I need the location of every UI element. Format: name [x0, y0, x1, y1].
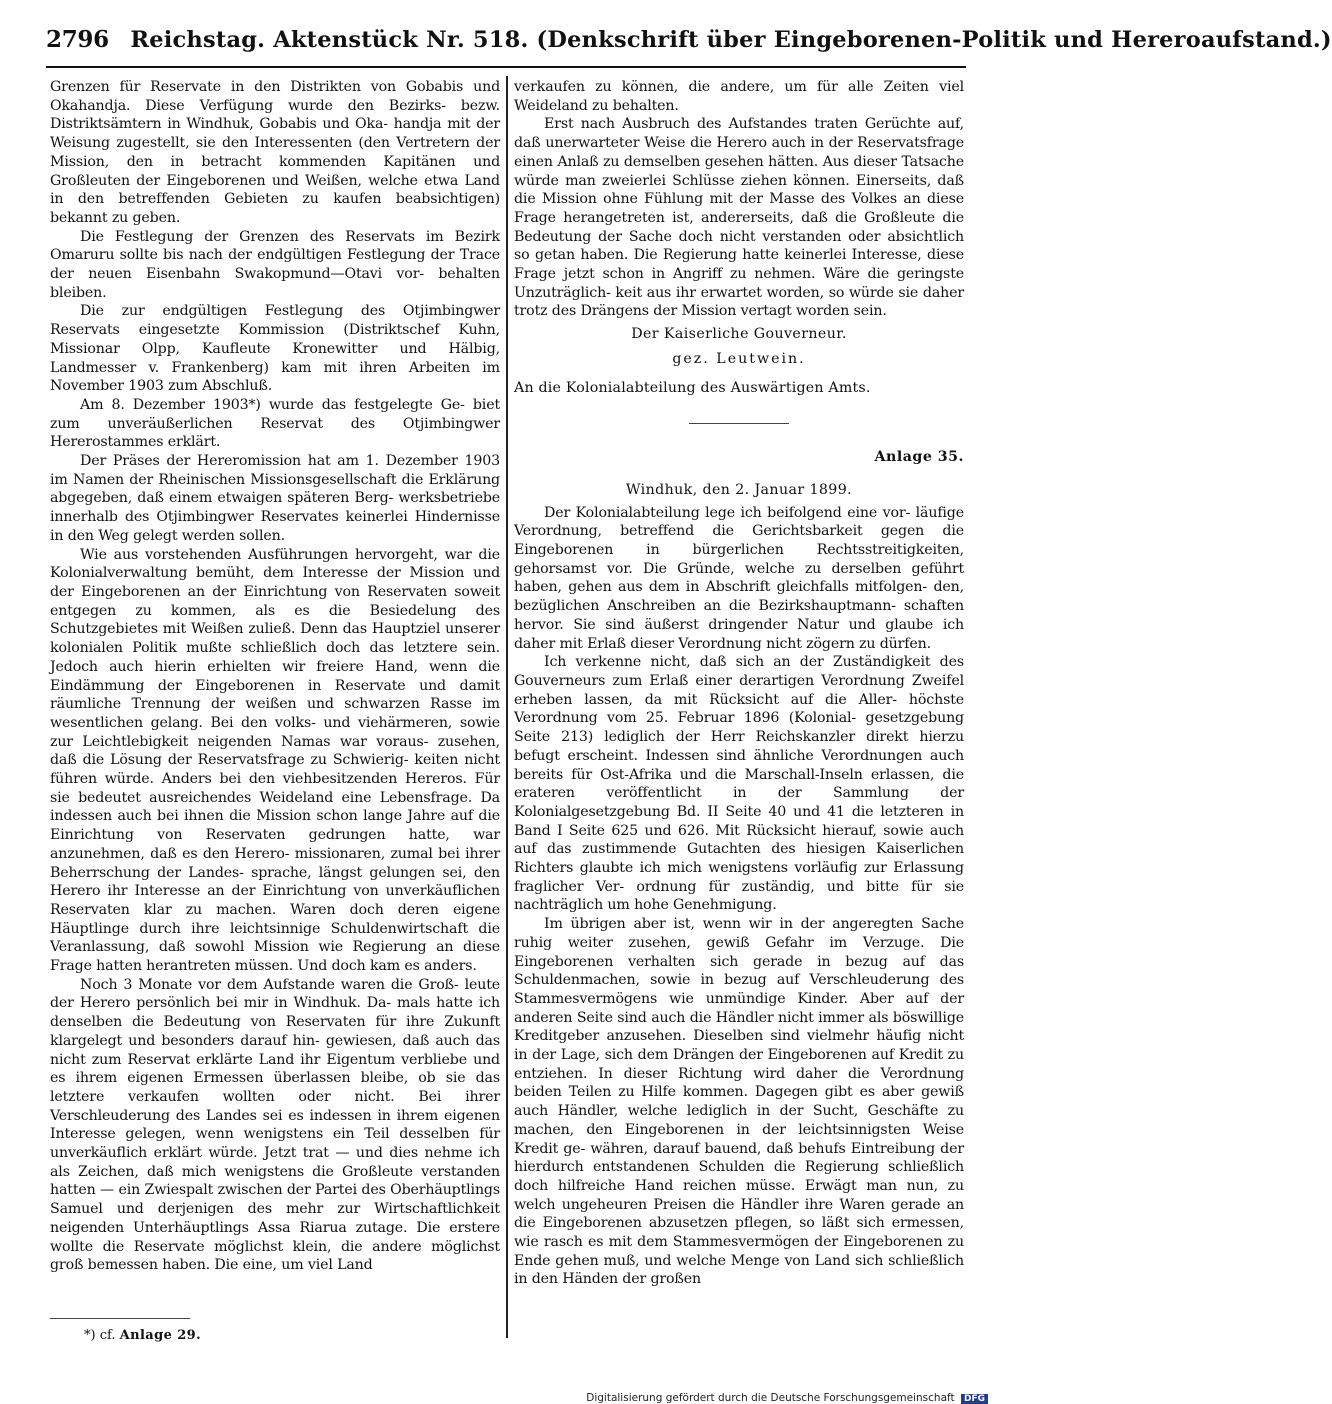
- footnote: [84, 1328, 201, 1343]
- paragraph: Am 8. Dezember 1903*) wurde das festgelegte Ge- biet zum unveräußerlichen Reservat des Otjimbingwer Hererostammes erklärt.: [50, 396, 500, 451]
- page-header: [46, 26, 1332, 68]
- paragraph: Der Kolonialabteilung lege ich beifolgend eine vor- läufige Verordnung, betreffend die Gerichtsbarkeit gegen die Eingeborenen in bürgerlichen Rechtsstreitigkeiten, gehorsamst vor. Die Gründe, welche zu derselben geführt haben, gehen aus dem in Abschrift gleichfalls mitfolgen- den, bezüglichen Anschreiben an die Bezirkshauptmann- schaften hervor. Sie sind äußerst dringender Natur und glaube ich daher mit Erlaß dieser Verordnung nicht zögern zu dürfen.: [514, 504, 964, 652]
- digitization-credit: [586, 1392, 988, 1404]
- signature-name: gez. Leutwein.: [672, 350, 806, 367]
- footnote-marker: *) cf.: [84, 1328, 116, 1343]
- column-divider: [506, 76, 508, 1338]
- paragraph: Im übrigen aber ist, wenn wir in der angeregten Sache ruhig weiter zusehen, gewiß Gefahr im Verzuge. Die Eingeborenen verhalten sich gerade in bezug auf das Schuldenmachen, sowie in bezug auf Verschleuderung des Stammesvermögens wie unmündige Kinder. Aber auf der anderen Seite sind auch die Händler nicht immer als böswillige Kreditgeber anzusehen. Dieselben sind vielmehr häufig nicht in der Lage, sich dem Drängen der Eingeborenen auf Kredit zu entziehen. In dieser Richtung wird daher die Verordnung beiden Teilen zu Hilfe kommen. Dagegen gibt es aber gewiß auch Händler, welche lediglich in der Sucht, Geschäfte zu machen, den Eingeborenen in der leichtsinnigsten Weise Kredit ge- währen, darauf bauend, daß behufs Eintreibung der hierdurch entstandenen Schulden die Regierung schließlich doch hilfreiche Hand reichen müsse. Erwägt man nun, zu welch ungeheuren Preisen die Händler ihre Waren gerade an die Eingeborenen abzusetzen pflegen, so läßt sich ermessen, wie rasch es mit dem Stammesvermögen der Eingeborenen zu Ende gehen muß, und welche Menge von Land sich schließlich in den Händen der großen: [514, 916, 964, 1288]
- section-divider: [689, 423, 789, 424]
- signature-title: Der Kaiserliche Gouverneur.: [631, 326, 847, 343]
- page-title: Reichstag. Aktenstück Nr. 518. (Denkschrift über Eingeborenen-Politik und Hereroaufstand.): [130, 27, 1332, 53]
- paragraph: verkaufen zu können, die andere, um für alle Zeiten viel Weideland zu behalten.: [514, 79, 964, 114]
- date-line: Windhuk, den 2. Januar 1899.: [625, 481, 853, 498]
- paragraph: Ich verkenne nicht, daß sich an der Zuständigkeit des Gouverneurs zum Erlaß einer derartigen Verordnung Zweifel erheben lassen, da mit Rücksicht auf die Aller- höchste Verordnung vom 25. Februar 1896 (Kolonial- gesetzgebung Seite 213) lediglich der Herr Reichskanzler direkt hierzu befugt erscheint. Indessen sind ähnliche Verordnungen auch bereits für Ost-Afrika und die Marschall-Inseln erlassen, die erateren veröffentlicht in der Sammlung der Kolonialgesetzgebung Bd. II Seite 40 und 41 die letzteren in Band I Seite 625 und 626. Mit Rücksicht hierauf, sowie auch auf das zustimmende Gutachten des hiesigen Kaiserlichen Richters glaubte ich mich wenigstens vorläufig zur Erlassung fraglicher Ver- ordnung für zuständig, und bitte für sie nachträglich um hohe Genehmigung.: [514, 654, 964, 914]
- paragraph: Noch 3 Monate vor dem Aufstande waren die Groß- leute der Herero persönlich bei mir in Windhuk. Da- mals hatte ich denselben die Bedeutung von Reservaten für ihre Zukunft klargelegt und besonders darauf hin- gewiesen, daß auch das nicht zum Reservat erklärte Land ihr Eigentum verbliebe und es ihrem eigenen Ermessen überlassen bleibe, ob sie das letztere verkaufen wollten oder nicht. Bei ihrer Verschleuderung des Landes sei es indessen in ihrem eigenen Interesse gelegen, wenn wenigstens ein Teil desselben für unverkäuflich erklärt würde. Jetzt trat — und dies nehme ich als Zeichen, daß mich wenigstens die Großleute verstanden hatten — ein Zwiespalt zwischen der Partei des Oberhäuptlings Samuel und derjenigen des mehr zur Wirtschaftlichkeit neigenden Unterhäuptlings Assa Riarua zutage. Die erstere wollte die Reservate möglichst klein, die andere möglichst groß bemessen haben. Die eine, um viel Land: [50, 976, 500, 1274]
- paragraph: Erst nach Ausbruch des Aufstandes traten Gerüchte auf, daß unerwarteter Weise die Herero auch in der Reservatsfrage einen Anlaß zu demselben gesehen hätten. Aus dieser Tatsache würde man zweierlei Schlüsse ziehen können. Einerseits, daß die Mission ohne Fühlung mit der Masse des Volkes an diese Frage herangetreten ist, andererseits, daß die Großleute die Bedeutung der Sache doch nicht verstanden oder absichtlich so getan haben. Die Regierung hatte keinerlei Interesse, diese Frage jetzt schon in Angriff zu nehmen. Wäre die geringste Unzuträglich- keit aus ihr erwartet worden, so würde sie daher trotz des Drängens der Mission vertagt worden sein.: [514, 116, 964, 320]
- paragraph: Grenzen für Reservate in den Distrikten von Gobabis und Okahandja. Diese Verfügung wurde den Bezirks- bezw. Distriktsämtern in Windhuk, Gobabis und Oka- handja mit der Weisung zugestellt, sie den Interessenten (den Vertretern der Mission, den in betracht kommenden Kapitänen und Großleuten der Eingeborenen und Weißen, welche etwa Land in den betreffenden Gebieten zu kaufen beabsichtigen) bekannt zu geben.: [50, 79, 500, 226]
- right-column: [514, 78, 964, 1328]
- dfg-logo: DFG: [961, 1394, 988, 1404]
- paragraph: Die Festlegung der Grenzen des Reservats im Bezirk Omaruru sollte bis nach der endgültigen Festlegung der Trace der neuen Eisenbahn Swakopmund—Otavi vor- behalten bleiben.: [50, 228, 500, 301]
- annex-label: Anlage 35.: [874, 449, 964, 466]
- paragraph: Wie aus vorstehenden Ausführungen hervorgeht, war die Kolonialverwaltung bemüht, dem Interesse der Mission und der Eingeborenen an der Einrichtung von Reservaten soweit entgegen zu kommen, als es die Besiedelung des Schutzgebietes mit Weißen zuließ. Denn das Hauptziel unserer kolonialen Politik mußte schließlich doch das letztere sein. Jedoch auch hierin erhielten wir freiere Hand, wenn die Eindämmung der Eingeborenen in Reservate und damit räumliche Trennung der weißen und schwarzen Rasse im wesentlichen gelang. Bei den volks- und viehärmeren, sowie zur Leichtlebigkeit neigenden Namas war voraus- zusehen, daß die Lösung der Reservatsfrage zu Schwierig- keiten nicht führen würde. Anders bei den viehbesitzenden Hereros. Für sie bedeutet ausreichendes Weideland eine Lebensfrage. Da indessen auch bei ihnen die Mission schon lange Jahre auf die Einrichtung von Reservaten gedrungen hatte, war anzunehmen, daß es den Herero- missionaren, zumal bei ihrer Beherrschung der Landes- sprache, längst gelungen sei, den Herero ihr Interesse an der Einrichtung von unverkäuflichen Reservaten klar zu machen. Waren doch deren eigene Häuptlinge durch ihre leichtsinnige Schuldenwirtschaft die Veranlassung, daß sowohl Mission wie Regierung an diese Frage hatten herantreten müssen. Und doch kam es anders.: [50, 546, 500, 975]
- addressee: An die Kolonialabteilung des Auswärtigen Amts.: [514, 379, 871, 396]
- credit-text: Digitalisierung gefördert durch die Deutsche Forschungsgemeinschaft: [586, 1392, 955, 1404]
- paragraph: Der Präses der Hereromission hat am 1. Dezember 1903 im Namen der Rheinischen Missionsgesellschaft die Erklärung abgegeben, daß einem etwaigen späteren Berg- werksbetriebe innerhalb des Otjimbingwer Reservates keinerlei Hindernisse in den Weg gelegt werden sollen.: [50, 453, 500, 544]
- left-column: [50, 78, 500, 1328]
- paragraph: Die zur endgültigen Festlegung des Otjimbingwer Reservats eingesetzte Kommission (Distriktschef Kuhn, Missionar Olpp, Kaufleute Kronewitter und Hälbig, Landmesser v. Frankenberg) kam mit ihren Arbeiten im November 1903 zum Abschluß.: [50, 303, 500, 395]
- page-number: 2796: [46, 26, 109, 53]
- footnote-ref: Anlage 29.: [119, 1328, 202, 1343]
- footnote-rule: [50, 1318, 190, 1319]
